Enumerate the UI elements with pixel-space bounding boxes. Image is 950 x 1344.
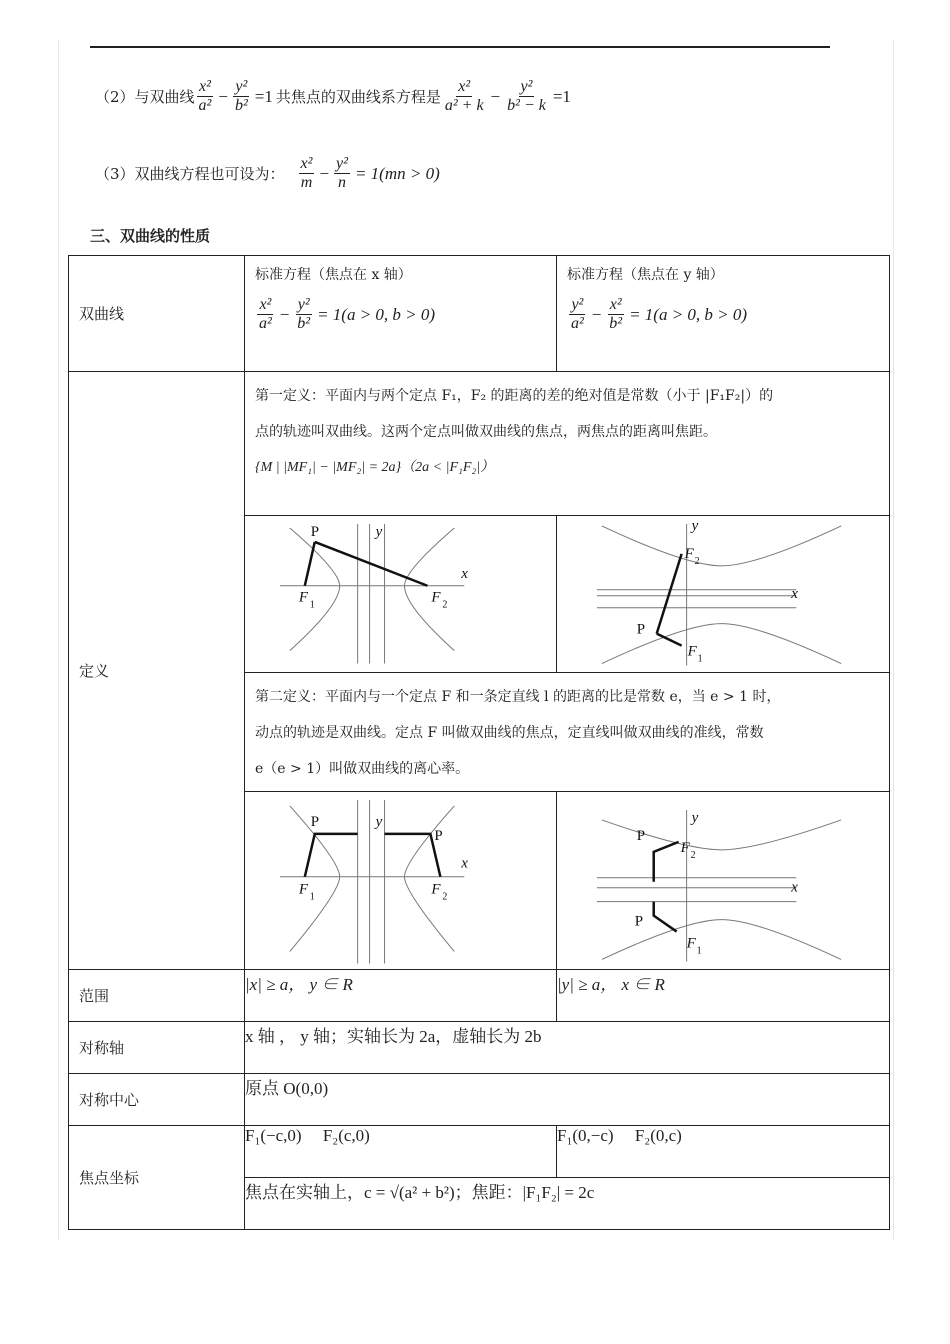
formula-3: （3）双曲线方程也可设为： $\frac{\text{x²}}{m}$ − $\frac{\text{y²}}{n}$ = 1(mn > 0) bbox=[95, 155, 440, 192]
fraction-x2-m: $\frac{\text{x²}}{m}$ bbox=[300, 155, 313, 192]
x-axis-equation: $\frac{\text{x²}}{\text{a²}}$ − $\frac{\text{y²}}{\text{b²}}$ = 1(a > 0, b > 0) bbox=[259, 296, 436, 333]
formula-3-prefix: （3）双曲线方程也可设为： bbox=[95, 165, 285, 184]
svg-text:P: P bbox=[636, 621, 646, 638]
svg-text:2: 2 bbox=[690, 849, 696, 861]
figure-horizontal-hyperbola-def1 bbox=[245, 516, 556, 672]
section-title: 三、双曲线的性质 bbox=[90, 227, 211, 245]
svg-text:y: y bbox=[691, 809, 699, 826]
svg-text:2: 2 bbox=[694, 555, 700, 567]
svg-text:F: F bbox=[687, 643, 697, 660]
figure-3-cell bbox=[245, 791, 557, 969]
svg-text:P: P bbox=[634, 913, 644, 930]
row-label-symmetry-center: 对称中心 bbox=[69, 1073, 245, 1125]
cell-x-axis-standard bbox=[245, 256, 557, 372]
table-row-symmetry-axis bbox=[69, 1021, 890, 1073]
svg-text:x: x bbox=[791, 585, 798, 602]
focus-note-value: 焦点在实轴上，c = √(a² + b²)；焦距：|F₁F₂| = 2c bbox=[245, 1177, 890, 1229]
equals-one-2: =1 bbox=[552, 86, 571, 106]
svg-text:P: P bbox=[636, 827, 646, 844]
page-margin-right bbox=[893, 40, 894, 1240]
first-definition-cell bbox=[245, 372, 890, 516]
segment-PF1 bbox=[305, 542, 315, 586]
svg-text:P: P bbox=[434, 827, 443, 844]
right-branch bbox=[404, 528, 454, 651]
row-label-symmetry-axis: 对称轴 bbox=[69, 1021, 245, 1073]
svg-text:F: F bbox=[680, 839, 690, 856]
second-definition-cell bbox=[245, 672, 890, 791]
range-x-value: |x| ≥ a， y ∈ R bbox=[245, 969, 557, 1021]
svg-text:y: y bbox=[375, 523, 383, 540]
row-label-hyperbola: 双曲线 bbox=[69, 256, 245, 372]
figure-vertical-hyperbola-def2 bbox=[557, 792, 889, 969]
header-rule bbox=[90, 46, 830, 48]
figure-4-cell bbox=[557, 791, 890, 969]
first-definition-line-1: 第一定义：平面内与两个定点 F₁，F₂ 的距离的差的绝对值是常数（小于 |F₁F₂|）的 bbox=[255, 388, 774, 404]
equals-one: =1 bbox=[254, 86, 273, 106]
table-row-focus-coords bbox=[69, 1125, 890, 1177]
svg-text:F: F bbox=[431, 881, 441, 898]
fraction-y2-b2: $\frac{\text{y²}}{\text{b²}}$ bbox=[234, 78, 248, 115]
symmetry-center-value: 原点 O(0,0) bbox=[245, 1073, 890, 1125]
svg-text:x: x bbox=[791, 879, 798, 896]
formula-3-suffix: = 1(mn > 0) bbox=[354, 163, 440, 183]
second-definition-line-1: 第二定义：平面内与一个定点 F 和一条定直线 l 的距离的比是常数 e，当 e > 1 时， bbox=[255, 688, 781, 705]
figure-1-cell bbox=[245, 516, 557, 673]
svg-text:F: F bbox=[684, 545, 694, 562]
fraction-x2-a2k: $\frac{\text{x²}}{\text{a² + k}}$ bbox=[444, 78, 484, 115]
table-row-range bbox=[69, 969, 890, 1021]
upper-construction bbox=[654, 841, 679, 881]
row-label-range: 范围 bbox=[69, 969, 245, 1021]
svg-text:x: x bbox=[461, 855, 468, 872]
left-construction bbox=[305, 833, 358, 876]
formula-2-prefix: （2）与双曲线 bbox=[95, 88, 195, 107]
row-label-focus-coords: 焦点坐标 bbox=[69, 1125, 245, 1229]
focus-y-value: F₁(0,−c) F₂(0,c) bbox=[557, 1125, 890, 1177]
svg-text:2: 2 bbox=[442, 599, 448, 611]
y-axis-equation: $\frac{\text{y²}}{\text{a²}}$ − $\frac{\text{x²}}{\text{b²}}$ = 1(a > 0, b > 0) bbox=[571, 296, 748, 333]
svg-text:x: x bbox=[461, 565, 468, 582]
svg-text:1: 1 bbox=[696, 945, 702, 957]
first-definition-line-2: 点的轨迹叫双曲线。这两个定点叫做双曲线的焦点，两焦点的距离叫焦距。 bbox=[255, 424, 717, 440]
y-axis-header: 标准方程（焦点在 y 轴） bbox=[567, 267, 724, 283]
segment-PF2 bbox=[657, 554, 682, 634]
svg-text:F: F bbox=[686, 935, 696, 952]
figure-horizontal-hyperbola-def2 bbox=[245, 792, 556, 969]
formula-2-middle: 共焦点的双曲线系方程是 bbox=[275, 88, 441, 107]
table-row-first-definition bbox=[69, 372, 890, 516]
fraction-y2-b2k: $\frac{\text{y²}}{\text{b² − k}}$ bbox=[507, 78, 546, 115]
figure-2-cell bbox=[557, 516, 890, 673]
table-row-symmetry-center bbox=[69, 1073, 890, 1125]
cell-y-axis-standard bbox=[557, 256, 890, 372]
segment-PF2 bbox=[315, 542, 428, 586]
svg-text:F: F bbox=[298, 589, 308, 606]
range-y-value: |y| ≥ a， x ∈ R bbox=[557, 969, 890, 1021]
svg-text:1: 1 bbox=[309, 891, 315, 903]
first-definition-set: {M | |MF₁| − |MF₂| = 2a}（2a < |F₁F₂|） bbox=[255, 460, 495, 475]
svg-text:P: P bbox=[310, 813, 320, 830]
svg-text:y: y bbox=[375, 813, 383, 830]
svg-text:F: F bbox=[298, 881, 308, 898]
formula-2: （2）与双曲线 $\frac{\text{x²}}{\text{a²}}$ − $\frac{\text{y²}}{\text{b²}}$ =1 共焦点的双曲线系方程是 $\frac{\text{x²}}{\text{a² + k}}$ − $\frac{\text{y²}}{\text{b² − k}}$ =1 bbox=[95, 78, 571, 115]
fraction-x2-a2: $\frac{\text{x²}}{\text{a²}}$ bbox=[198, 78, 212, 115]
svg-text:2: 2 bbox=[442, 891, 448, 903]
svg-text:1: 1 bbox=[309, 599, 315, 611]
lower-construction bbox=[654, 901, 677, 931]
svg-text:y: y bbox=[691, 517, 699, 534]
fraction-y2-n: $\frac{\text{y²}}{n}$ bbox=[336, 155, 348, 192]
row-label-definition: 定义 bbox=[69, 372, 245, 970]
second-definition-line-2: 动点的轨迹是双曲线。定点 F 叫做双曲线的焦点，定直线叫做双曲线的准线，常数 bbox=[255, 724, 764, 741]
second-definition-line-3: e（e > 1）叫做双曲线的离心率。 bbox=[255, 760, 470, 777]
figure-vertical-hyperbola-def1 bbox=[557, 516, 889, 672]
svg-text:1: 1 bbox=[697, 653, 703, 665]
x-axis-header: 标准方程（焦点在 x 轴） bbox=[255, 267, 412, 283]
right-construction bbox=[385, 833, 441, 876]
table-row-hyperbola bbox=[69, 256, 890, 372]
svg-text:F: F bbox=[431, 589, 441, 606]
page-margin-left bbox=[58, 40, 59, 1240]
focus-x-value: F₁(−c,0) F₂(c,0) bbox=[245, 1125, 557, 1177]
properties-table bbox=[68, 255, 890, 1230]
upper-branch bbox=[602, 526, 841, 566]
svg-text:P: P bbox=[310, 523, 320, 540]
symmetry-axis-value: x 轴 ， y 轴；实轴长为 2a，虚轴长为 2b bbox=[245, 1021, 890, 1073]
